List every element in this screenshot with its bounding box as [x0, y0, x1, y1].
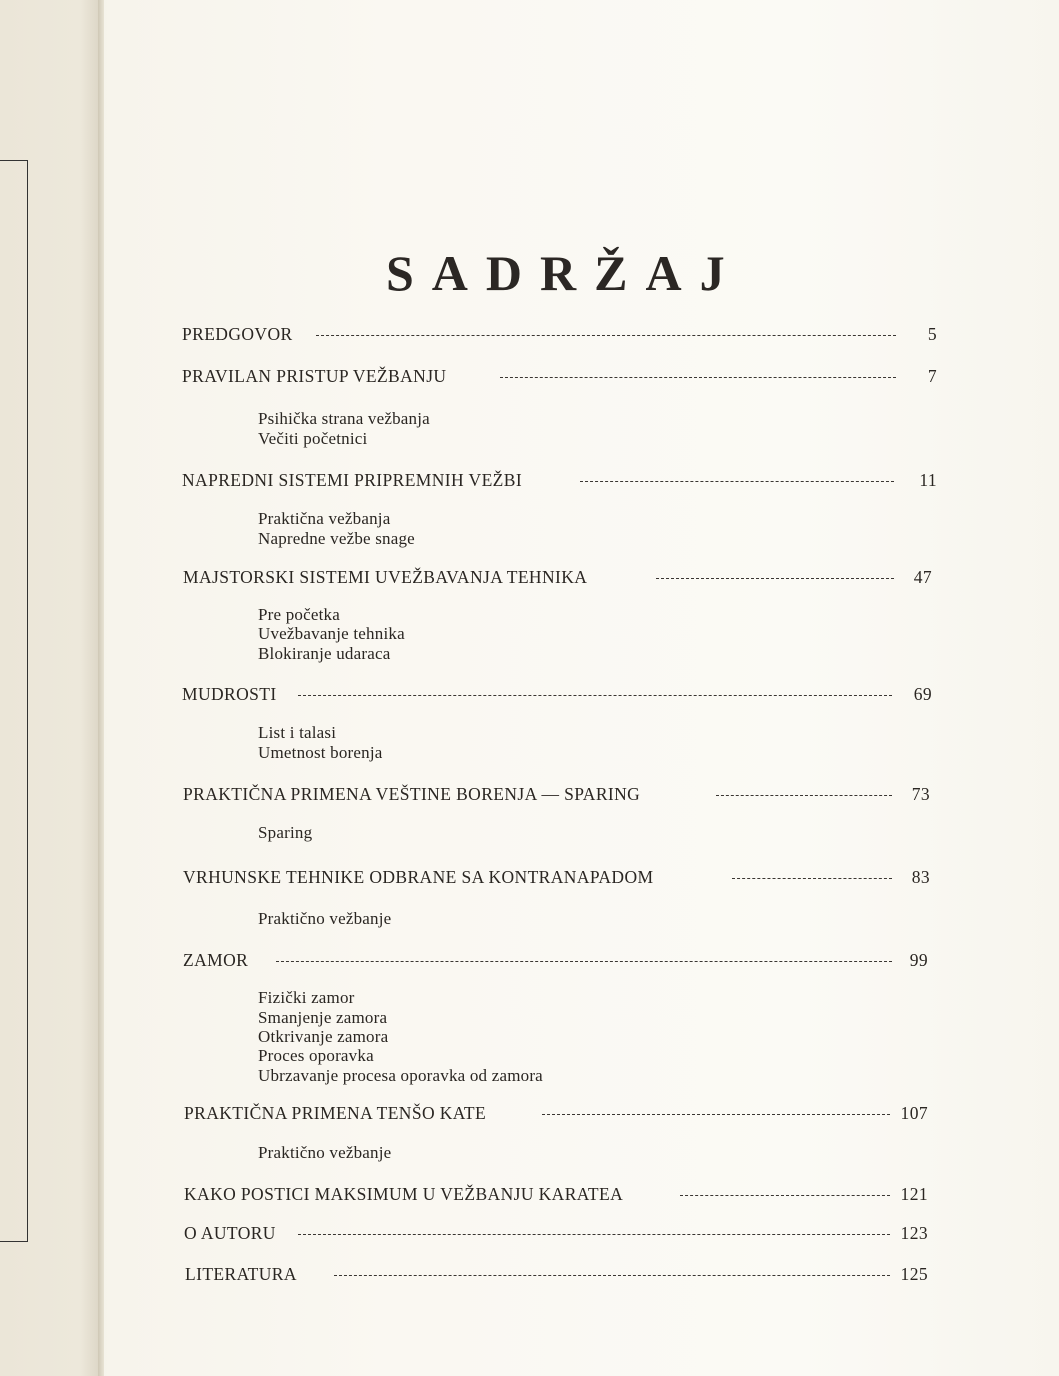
toc-entry-literatura[interactable]	[0, 1262, 1059, 1286]
page-title: SADRŽAJ	[386, 245, 743, 301]
toc-page-number: 47	[913, 567, 932, 587]
toc-entry-zamor[interactable]	[0, 948, 1059, 972]
toc-subentry: Blokiranje udaraca	[258, 644, 391, 663]
toc-leader	[716, 795, 892, 796]
toc-entry-o-autoru[interactable]	[0, 1221, 1059, 1245]
toc-page-number: 123	[900, 1223, 928, 1243]
toc-entry-label: KAKO POSTICI MAKSIMUM U VEŽBANJU KARATEA	[184, 1184, 624, 1204]
toc-leader	[732, 878, 892, 879]
toc-entry-label: PRAVILAN PRISTUP VEŽBANJU	[182, 366, 447, 386]
toc-entry-tenso-kate[interactable]	[0, 1101, 1059, 1125]
toc-subentry: Psihička strana vežbanja	[258, 409, 430, 428]
toc-subentry: Proces oporavka	[258, 1046, 374, 1065]
toc-leader	[316, 335, 896, 336]
toc-entry-label: MUDROSTI	[182, 684, 277, 704]
toc-subentry: Fizički zamor	[258, 988, 355, 1007]
toc-entry-maksimum[interactable]	[0, 1182, 1059, 1206]
toc-entry-label: NAPREDNI SISTEMI PRIPREMNIH VEŽBI	[182, 470, 523, 490]
toc-subentry: Pre početka	[258, 605, 340, 624]
toc-subentry: List i talasi	[258, 723, 337, 742]
toc-subentry: Sparing	[258, 823, 313, 842]
toc-subentry: Umetnost borenja	[258, 743, 383, 762]
toc-subentry: Napredne vežbe snage	[258, 529, 415, 548]
toc-leader	[334, 1275, 890, 1276]
toc-page-number: 7	[927, 366, 937, 386]
toc-leader	[580, 481, 894, 482]
toc-entry-label: O AUTORU	[184, 1223, 276, 1243]
toc-leader	[276, 961, 892, 962]
toc-page-number: 73	[911, 784, 930, 804]
toc-subentry: Ubrzavanje procesa oporavka od zamora	[258, 1066, 543, 1085]
toc-subentry: Smanjenje zamora	[258, 1008, 388, 1027]
toc-page-number: 11	[919, 470, 937, 490]
toc-entry-label: PRAKTIČNA PRIMENA TENŠO KATE	[184, 1103, 487, 1123]
toc-leader	[298, 1234, 890, 1235]
toc-subentry: Večiti početnici	[258, 429, 368, 448]
toc-page-number: 5	[927, 324, 937, 344]
toc-entry-label: MAJSTORSKI SISTEMI UVEŽBAVANJA TEHNIKA	[183, 567, 588, 587]
toc-entry-vrhunske-tehnike[interactable]	[0, 865, 1059, 889]
toc-entry-label: PREDGOVOR	[182, 324, 293, 344]
toc-leader	[656, 578, 894, 579]
toc-entry-majstorski-sistemi[interactable]	[0, 565, 1059, 589]
toc-entry-label: VRHUNSKE TEHNIKE ODBRANE SA KONTRANAPADOM	[183, 867, 654, 887]
toc-page-number: 99	[909, 950, 928, 970]
toc-page-number: 125	[900, 1264, 928, 1284]
toc-leader	[298, 695, 892, 696]
toc-entry-mudrosti[interactable]	[0, 682, 1059, 706]
toc-entry-label: PRAKTIČNA PRIMENA VEŠTINE BORENJA — SPARING	[183, 784, 641, 804]
toc-page-number: 83	[911, 867, 930, 887]
toc-leader	[542, 1114, 890, 1115]
toc-subentry: Praktično vežbanje	[258, 909, 392, 928]
toc-subentry: Uvežbavanje tehnika	[258, 624, 405, 643]
toc-entry-label: LITERATURA	[185, 1264, 297, 1284]
toc-entry-sparing[interactable]	[0, 782, 1059, 806]
toc-entry-pravilan-pristup[interactable]	[0, 364, 1059, 388]
toc-entry-napredni-sistemi[interactable]	[0, 468, 1059, 492]
toc-page-number: 107	[900, 1103, 928, 1123]
toc-leader	[500, 377, 896, 378]
toc-page-number: 69	[913, 684, 932, 704]
toc-entry-label: ZAMOR	[183, 950, 249, 970]
toc-subentry: Praktično vežbanje	[258, 1143, 392, 1162]
toc-page-number: 121	[900, 1184, 928, 1204]
toc-subentry: Praktična vežbanja	[258, 509, 391, 528]
toc-subentry: Otkrivanje zamora	[258, 1027, 389, 1046]
toc-entry-predgovor[interactable]	[0, 322, 1059, 346]
toc-leader	[680, 1195, 890, 1196]
